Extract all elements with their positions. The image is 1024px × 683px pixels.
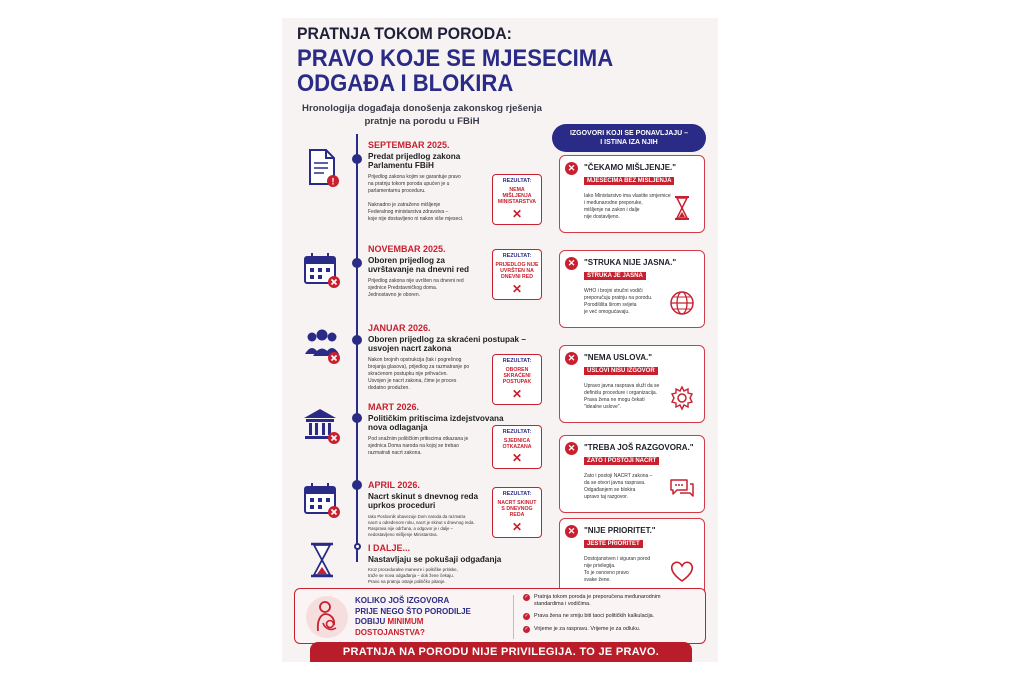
question-part: DOBIJU bbox=[355, 617, 388, 626]
event-date: SEPTEMBAR 2025. bbox=[368, 140, 450, 150]
timeline-dot bbox=[352, 335, 362, 345]
check-text: Prava žena ne smiju biti taoci političkih kalkulacija. bbox=[534, 613, 655, 619]
check-icon: ✓ bbox=[524, 594, 529, 600]
close-icon: ✕ bbox=[511, 451, 523, 466]
people-x-icon bbox=[300, 324, 344, 368]
event-body: Kroz proceduralne manevre i političke pritiske, traže se nova odgađanja – dok žene čekaju. Pravo na pratnju ostaje političko pitanje. bbox=[368, 567, 458, 585]
heart-icon bbox=[668, 557, 696, 585]
hourglass-icon bbox=[668, 194, 696, 222]
timeline-dot bbox=[352, 154, 362, 164]
event-title: Političkim pritiscima izdejstvovana nova odlaganja bbox=[368, 414, 504, 433]
close-icon: ✕ bbox=[511, 519, 523, 534]
truth-tag: USLOVI NISU IZGOVOR bbox=[584, 367, 658, 375]
mother-baby-icon bbox=[303, 593, 351, 641]
close-icon: ✕ bbox=[511, 281, 523, 296]
excuse-quote: "TREBA JOŠ RAZGOVORA." bbox=[584, 443, 694, 452]
excuse-quote: "ČEKAMO MIŠLJENJE." bbox=[584, 163, 677, 172]
event-title: Oboren prijedlog za uvrštavanje na dnevni red bbox=[368, 256, 470, 275]
truth-tag: JESTE PRIORITET bbox=[584, 540, 643, 548]
excuse-card bbox=[559, 345, 705, 423]
x-circle-icon: ✕ bbox=[565, 162, 578, 175]
institution-x-icon bbox=[300, 404, 344, 448]
calendar-x-icon bbox=[300, 248, 344, 292]
event-body: Iako Poslovnik obavezuje Dom naroda da razmatra nacrt u određenom roku, nacrt je skinut s dnevnog reda. Rasprava nije održana, a odgovor je i dalje – nedostavljeno mišljenje Ministarstva. bbox=[368, 513, 475, 537]
excuse-card bbox=[559, 435, 705, 513]
result-box bbox=[492, 425, 542, 469]
result-value: PRIJEDLOG NIJE UVRŠTEN NA DNEVNI RED bbox=[495, 262, 539, 281]
excuse-quote: "NEMA USLOVA." bbox=[584, 353, 653, 362]
check-item bbox=[523, 626, 703, 633]
timeline-dot bbox=[352, 480, 362, 490]
result-value: NACRT SKINUT S DNEVNOG REDA bbox=[497, 500, 537, 519]
result-box bbox=[492, 249, 542, 300]
check-item bbox=[523, 613, 703, 620]
check-text: Pratnja tokom poroda je preporučena međunarodnim standardima i vodičima. bbox=[534, 594, 661, 608]
title-line-1: PRATNJA TOKOM PORODA: bbox=[297, 24, 512, 43]
check-icon: ✓ bbox=[524, 626, 529, 632]
timeline-event bbox=[368, 543, 548, 585]
timeline-dot bbox=[352, 413, 362, 423]
event-title: Nastavljaju se pokušaji odgađanja bbox=[368, 555, 502, 564]
event-title: Nacrt skinut s dnevnog reda uprkos proceduri bbox=[368, 492, 479, 511]
result-value: OBOREN SKRAĆENI POSTUPAK bbox=[502, 367, 532, 386]
excuse-quote: "NIJE PRIORITET." bbox=[584, 526, 656, 535]
check-icon: ✓ bbox=[524, 613, 529, 619]
result-label: REZULTAT: bbox=[502, 253, 532, 259]
excuse-card bbox=[559, 518, 705, 596]
event-date: APRIL 2026. bbox=[368, 480, 420, 490]
question-text bbox=[355, 596, 471, 638]
question-highlight: MINIMUM bbox=[387, 617, 424, 626]
excuse-quote: "STRUKA NIJE JASNA." bbox=[584, 258, 677, 267]
x-circle-icon: ✕ bbox=[565, 257, 578, 270]
excuses-header: IZGOVORI KOJI SE PONAVLJAJU – I ISTINA IZA NJIH bbox=[552, 124, 706, 152]
result-box bbox=[492, 174, 542, 225]
close-icon: ✕ bbox=[511, 386, 523, 401]
event-title: Oboren prijedlog za skraćeni postupak – usvojen nacrt zakona bbox=[368, 335, 526, 354]
event-date: I DALJE... bbox=[368, 543, 411, 553]
event-body: Nakon brojnih opstrukcija (tak i pogrešnog brojanja glasova), prijedlog za razmatranje po skraćenom postupku nije prihvaćen. Usvojen je nacrt zakona, čime je proces dodatno produžen. bbox=[368, 356, 470, 391]
excuse-body: Upravo javna rasprava služi da se definišu procedure i organizacija. Prava žena ne mogu čekati "idealne uslove". bbox=[584, 383, 660, 410]
excuse-body: Zato i postoji NACRT zakona – da se otvori javna rasprava. Odgađanjem se blokira upravo taj razgovor. bbox=[584, 473, 653, 500]
result-label: REZULTAT: bbox=[502, 358, 532, 364]
excuse-body: WHO i brojni stručni vodiči preporučuju pratnju na porodu. Porodilišta širom svijeta je već omogućavaju. bbox=[584, 288, 653, 315]
x-circle-icon: ✕ bbox=[565, 442, 578, 455]
excuse-body: Iako Ministarstvo ima vlastite smjernice i međunarodne preporuke, mišljenje na zakon i dalje nije dostavljeno. bbox=[584, 193, 671, 220]
excuse-body: Dostojanstven i siguran porod nije privilegija. To je osnovno pravo svake žene. bbox=[584, 556, 651, 583]
excuse-card bbox=[559, 250, 705, 328]
timeline-line bbox=[356, 134, 358, 562]
event-date: NOVEMBAR 2025. bbox=[368, 244, 446, 254]
question-line bbox=[355, 617, 471, 628]
question-line: KOLIKO JOŠ IZGOVORA bbox=[355, 596, 450, 605]
truth-tag: STRUKA JE JASNA bbox=[584, 272, 646, 280]
event-body: Pod snažnim političkim pritiscima otkazana je sjednica Doma naroda na kojoj se trebao razmatrati nacrt zakona. bbox=[368, 435, 469, 456]
result-label: REZULTAT: bbox=[502, 491, 532, 497]
timeline-dot bbox=[352, 258, 362, 268]
poster bbox=[282, 18, 718, 662]
svg-text:!: ! bbox=[331, 176, 335, 187]
truth-tag: ZATO I POSTOJI NACRT bbox=[584, 457, 659, 465]
result-box bbox=[492, 354, 542, 405]
question-box bbox=[294, 588, 706, 644]
result-value: SJEDNICA OTKAZANA bbox=[502, 438, 532, 451]
excuse-card bbox=[559, 155, 705, 233]
document-alert-icon bbox=[300, 146, 344, 190]
check-text: Vrijeme je za raspravu. Vrijeme je za odluku. bbox=[534, 626, 641, 632]
close-icon: ✕ bbox=[511, 206, 523, 221]
event-body: Prijedlog zakona nije uvršten na dnevni red sjednice Predstavničkog doma. Jednostavno je oboren. bbox=[368, 277, 464, 298]
event-body: Prijedlog zakona kojim se garantuje pravo na pratnju tokom poroda upućen je u parlamentarnu proceduru. Naknadno je zatraženo mišljenje Federalnog ministarstva zdravstva – koje nije dostavljeno ni nakon više mjeseci. bbox=[368, 173, 464, 222]
event-date: JANUAR 2026. bbox=[368, 323, 431, 333]
title-line-2: PRAVO KOJE SE MJESECIMA ODGAĐA I BLOKIRA bbox=[297, 45, 614, 97]
bottom-banner: PRATNJA NA PORODU NIJE PRIVILEGIJA. TO JE PRAVO. bbox=[310, 642, 692, 662]
x-circle-icon: ✕ bbox=[565, 525, 578, 538]
event-date: MART 2026. bbox=[368, 402, 420, 412]
truth-tag: MJESECIMA BEZ MIŠLJENJA bbox=[584, 177, 674, 185]
calendar-x-icon bbox=[300, 478, 344, 522]
divider bbox=[513, 595, 514, 639]
result-box bbox=[492, 487, 542, 538]
gear-icon bbox=[668, 384, 696, 412]
timeline-dot bbox=[354, 543, 361, 550]
result-label: REZULTAT: bbox=[502, 178, 532, 184]
question-line: PRIJE NEGO ŠTO PORODILJE bbox=[355, 606, 471, 616]
result-value: NEMA MIŠLJENJA MINISTARSTVA bbox=[497, 187, 537, 206]
x-circle-icon: ✕ bbox=[565, 352, 578, 365]
result-label: REZULTAT: bbox=[502, 429, 532, 435]
globe-icon bbox=[668, 289, 696, 317]
check-item bbox=[523, 594, 703, 609]
event-title: Predat prijedlog zakona Parlamentu FBiH bbox=[368, 152, 461, 171]
question-line: DOSTOJANSTVA? bbox=[355, 627, 425, 637]
hourglass-icon bbox=[300, 538, 344, 582]
subtitle: Hronologija događaja donošenja zakonskog rješenja pratnje na porodu u FBiH bbox=[302, 103, 542, 127]
chat-bubbles-icon bbox=[668, 474, 696, 502]
